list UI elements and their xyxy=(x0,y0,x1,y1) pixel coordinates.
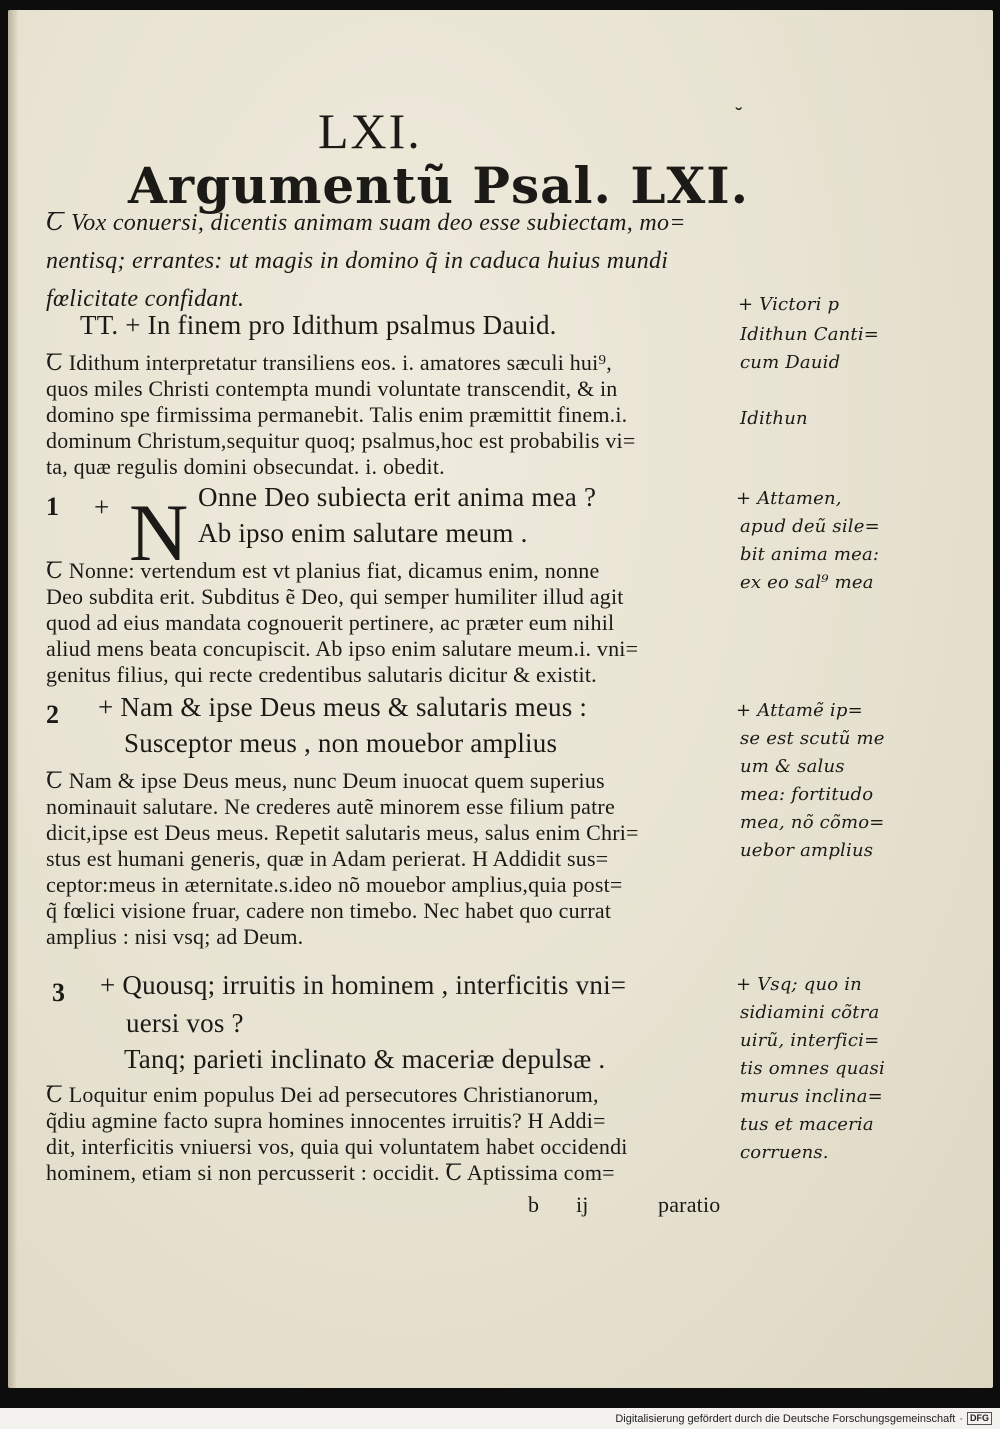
commentary-line: dominum Christum,sequitur quoq; psalmus,hoc est probabilis vi= xyxy=(46,428,636,453)
argument-title: Argumentũ Psal. LXI. xyxy=(128,156,750,215)
psalm-title-line: TT. + In finem pro Idithum psalmus Dauid. xyxy=(80,310,557,340)
intro-line-1: Ꞇ Vox conuersi, dicentis animam suam deo esse subiectam, mo= xyxy=(46,210,686,236)
signature-mark: ij xyxy=(576,1192,589,1217)
commentary-line: hominem, etiam si non percusserit : occidit. Ꞇ Aptissima com= xyxy=(46,1160,615,1185)
folio-mark: ˘ xyxy=(735,102,743,127)
commentary-line: ceptor:meus in æternitate.s.ideo nõ mouebor amplius,quia post= xyxy=(46,872,623,897)
intro-line-3: fœlicitate confidant. xyxy=(46,286,245,312)
margin-note: + Vsq; quo in xyxy=(736,974,862,995)
verse-text: Ab ipso enim salutare meum . xyxy=(198,518,528,548)
book-page xyxy=(8,10,993,1388)
margin-note: tus et maceria xyxy=(740,1114,874,1135)
commentary-line: Ꞇ Loquitur enim populus Dei ad persecutores Christianorum, xyxy=(46,1082,599,1107)
margin-note: se est scutũ me xyxy=(740,728,885,749)
verse-number: 3 xyxy=(52,978,65,1007)
verse-number: 2 xyxy=(46,700,59,729)
commentary-line: Ꞇ Idithum interpretatur transiliens eos. i. amatores sæculi hui⁹, xyxy=(46,350,612,375)
margin-note: Idithun xyxy=(740,408,808,429)
commentary-line: amplius : nisi vsq; ad Deum. xyxy=(46,924,304,949)
initial-letter: N xyxy=(129,487,189,578)
margin-note: apud deũ sile= xyxy=(740,516,880,537)
verse-number: 1 xyxy=(46,492,59,521)
commentary-line: dicit,ipse est Deus meus. Repetit salutaris meus, salus enim Chri= xyxy=(46,820,639,845)
verse-text: + Nam & ipse Deus meus & salutaris meus : xyxy=(98,692,588,722)
commentary-line: domino spe firmissima permanebit. Talis enim præmittit finem.i. xyxy=(46,402,628,427)
margin-note: corruens. xyxy=(740,1142,829,1163)
margin-note: sidiamini cõtra xyxy=(740,1002,880,1023)
commentary-line: aliud mens beata concupiscit. Ab ipso enim salutare meum.i. vni= xyxy=(46,636,639,661)
commentary-line: genitus filius, qui recte credentibus salutaris dicitur & existit. xyxy=(46,662,597,687)
intro-line-2: nentisq; errantes: ut magis in domino q̃ in caduca huius mundi xyxy=(46,248,669,274)
margin-note: tis omnes quasi xyxy=(740,1058,885,1079)
margin-note: + Attamẽ ip= xyxy=(736,700,863,721)
margin-note: bit anima mea: xyxy=(740,544,880,565)
commentary-line: Deo subdita erit. Subditus ẽ Deo, qui semper humiliter illud agit xyxy=(46,584,624,609)
commentary-line: Ꞇ Nonne: vertendum est vt planius fiat, dicamus enim, nonne xyxy=(46,558,600,583)
margin-note: cum Dauid xyxy=(740,352,841,373)
margin-note: murus inclina= xyxy=(740,1086,883,1107)
margin-note: um & salus xyxy=(740,756,845,777)
commentary-line: q̃ fœlici visione fruar, cadere non timebo. Nec habet quo currat xyxy=(46,898,612,923)
commentary-line: Ꞇ Nam & ipse Deus meus, nunc Deum inuocat quem superius xyxy=(46,768,605,793)
funding-footer: Digitalisierung gefördert durch die Deutsche Forschungsgemeinschaft · DFG xyxy=(615,1412,992,1425)
catchword: paratio xyxy=(658,1192,721,1217)
margin-note: uebor amplius xyxy=(740,840,874,861)
verse-text: + Quousq; irruitis in hominem , interficitis vni= xyxy=(100,970,627,1000)
commentary-line: quos miles Christi contempta mundi voluntate transcendit, & in xyxy=(46,376,618,401)
commentary-line: stus est humani generis, quæ in Adam perierat. H Addidit sus= xyxy=(46,846,609,871)
verse-text: Susceptor meus , non mouebor amplius xyxy=(124,728,558,758)
margin-note: ex eo sal⁹ mea xyxy=(740,572,874,593)
margin-note: uirũ, interfici= xyxy=(740,1030,880,1051)
commentary-line: nominauit salutare. Ne crederes autẽ minorem esse filium patre xyxy=(46,794,615,819)
folio-number: LXI. xyxy=(318,103,422,159)
margin-note: + Attamen, xyxy=(736,488,842,509)
footer-text: Digitalisierung gefördert durch die Deutsche Forschungsgemeinschaft xyxy=(615,1412,956,1425)
verse-text: uersi vos ? xyxy=(126,1008,244,1038)
margin-note: Idithun Canti= xyxy=(740,324,880,345)
page-gutter xyxy=(8,10,18,1388)
verse-cross: + xyxy=(94,492,110,522)
dfg-logo: DFG xyxy=(967,1412,992,1425)
verse-text: Onne Deo subiecta erit anima mea ? xyxy=(198,482,597,512)
margin-note: mea, nõ cõmo= xyxy=(740,812,885,833)
margin-note: + Victori p xyxy=(738,294,840,315)
commentary-line: q̃diu agmine facto supra homines innocentes irruitis? H Addi= xyxy=(46,1108,606,1133)
signature-mark: b xyxy=(528,1192,540,1217)
commentary-line: ta, quæ regulis domini obsecundat. i. obedit. xyxy=(46,454,445,479)
commentary-line: dit, interficitis vniuersi vos, quia qui voluntatem habet occidendi xyxy=(46,1134,628,1159)
margin-note: mea: fortitudo xyxy=(740,784,874,805)
commentary-line: quod ad eius mandata cognouerit pertinere, ac præter eum nihil xyxy=(46,610,615,635)
verse-text: Tanq; parieti inclinato & maceriæ depulsæ . xyxy=(124,1044,606,1074)
